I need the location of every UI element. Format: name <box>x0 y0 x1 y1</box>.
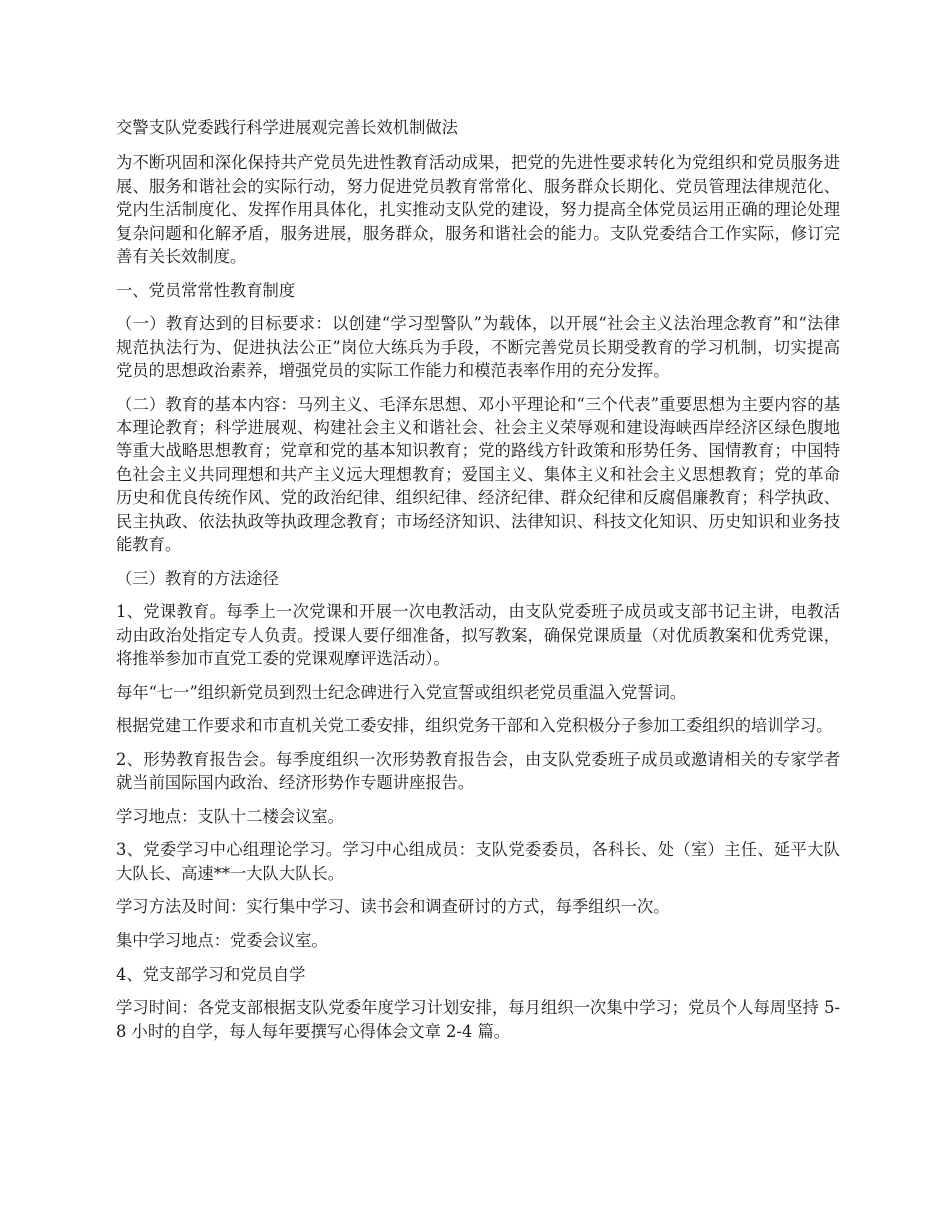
document-title: 交警支队党委践行科学进展观完善长效机制做法 <box>116 118 458 137</box>
section-heading-1: 一、党员常常性教育制度 <box>116 280 296 300</box>
paragraph-study-location: 学习地点：支队十二楼会议室。 <box>116 806 344 826</box>
paragraph-goals: （一）教育达到的目标要求：以创建“学习型警队”为载体，以开展“社会主义法治理念教育”和“法律规范执法行为、促进执法公正”岗位大练兵为手段，不断完善党员长期受教育的学习机制，切实提高党员的思想政治素养，增强党员的实际工作能力和模范表率作用的充分发挥。 <box>116 314 840 381</box>
paragraph-situation-report: 2、形势教育报告会。每季度组织一次形势教育报告会，由支队党委班子成员或邀请相关的专家学者就当前国际国内政治、经济形势作专题讲座报告。 <box>116 749 840 793</box>
paragraph-training: 根据党建工作要求和市直机关党工委安排，组织党务干部和入党积极分子参加工委组织的培训学习。 <box>116 716 833 736</box>
paragraph-july-first: 每年“七一”组织新党员到烈士纪念碑进行入党宣誓或组织老党员重温入党誓词。 <box>116 682 687 702</box>
paragraph-party-class: 1、党课教育。每季上一次党课和开展一次电教活动，由支队党委班子成员或支部书记主讲，电教活动由政治处指定专人负责。授课人要仔细准备，拟写教案，确保党课质量（对优质教案和优秀党课，将推举参加市直党工委的党课观摩评选活动）。 <box>116 602 840 669</box>
paragraph-group-location: 集中学习地点：党委会议室。 <box>116 931 328 951</box>
subsection-heading-methods: （三）教育的方法途径 <box>116 568 279 588</box>
paragraph-branch-study: 4、党支部学习和党员自学 <box>116 964 306 984</box>
paragraph-study-time: 学习时间：各党支部根据支队党委年度学习计划安排，每月组织一次集中学习；党员个人每周坚持 5-8 小时的自学，每人每年要撰写心得体会文章 2-4 篇。 <box>116 998 840 1041</box>
paragraph-intro: 为不断巩固和深化保持共产党员先进性教育活动成果，把党的先进性要求转化为党组织和党员服务进展、服务和谐社会的实际行动，努力促进党员教育常常化、服务群众长期化、党员管理法律规范化、党内生活制度化、发挥作用具体化，扎实推动支队党的建设，努力提高全体党员运用正确的理论处理复杂问题和化解矛盾，服务进展，服务群众，服务和谐社会的能力。支队党委结合工作实际，修订完善有关长效制度。 <box>116 153 840 267</box>
document-page <box>116 116 840 1053</box>
paragraph-content: （二）教育的基本内容：马列主义、毛泽东思想、邓小平理论和“三个代表”重要思想为主要内容的基本理论教育；科学进展观、构建社会主义和谐社会、社会主义荣辱观和建设海峡西岸经济区绿色腹地等重大战略思想教育；党章和党的基本知识教育；党的路线方针政策和形势任务、国情教育；中国特色社会主义共同理想和共产主义远大理想教育；爱国主义、集体主义和社会主义思想教育；党的革命历史和优良传统作风、党的政治纪律、组织纪律、经济纪律、群众纪律和反腐倡廉教育；科学执政、民主执政、依法执政等执政理念教育；市场经济知识、法律知识、科技文化知识、历史知识和业务技能教育。 <box>116 394 840 555</box>
paragraph-central-group: 3、党委学习中心组理论学习。学习中心组成员：支队党委委员，各科长、处（室）主任、延平大队大队长、高速**一大队大队长。 <box>116 840 840 883</box>
paragraph-study-method: 学习方法及时间：实行集中学习、读书会和调查研讨的方式，每季组织一次。 <box>116 897 670 917</box>
